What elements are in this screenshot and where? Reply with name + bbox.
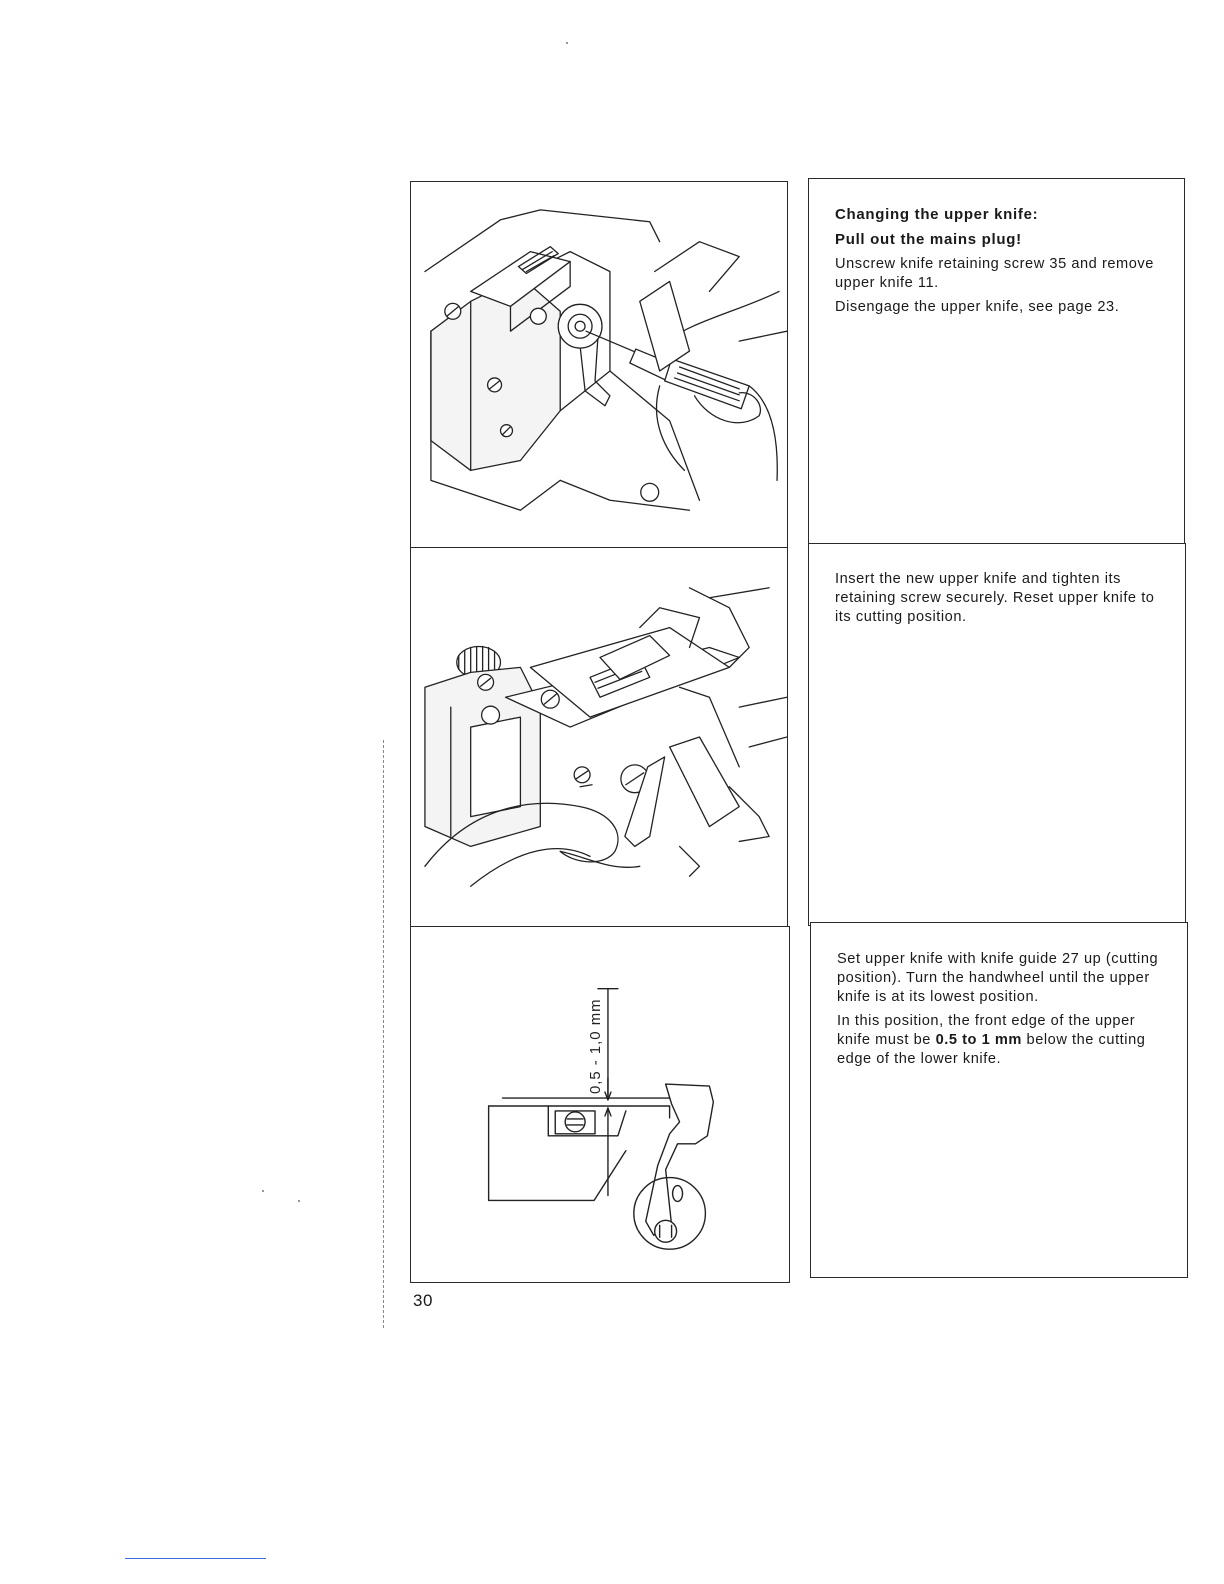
illustration-panel-3 [410,926,790,1283]
instruction-paragraph: Set upper knife with knife guide 27 up (cutting position). Turn the handwheel until the upper knife is at its lowest position. [837,951,1159,1005]
instruction-paragraph: Disengage the upper knife, see page 23. [835,299,1120,315]
warning-text: Pull out the mains plug! [835,231,1022,248]
paragraph-text-after: below the cutting edge of the lower knife. [837,1032,1146,1067]
dimension-label: 0,5 - 1,0 mm [588,998,604,1095]
illustration-panel-1 [410,181,788,549]
instruction-paragraph-2 [837,1012,1165,1069]
paragraph-text-before: In this position, the front edge of the upper knife must be [837,1013,1136,1048]
instruction-paragraph: Insert the new upper knife and tighten its retaining screw securely. Reset upper knife to its cutting position. [835,571,1155,625]
scan-rule [125,1558,266,1559]
knife-gap-diagram [411,927,789,1282]
instruction-panel-2 [808,543,1186,926]
scan-speck [298,1200,300,1202]
illustration-panel-2 [410,547,788,928]
inserting-new-knife-illustration [411,548,787,927]
gap-measurement: 0.5 to 1 mm [935,1032,1022,1048]
instruction-panel-1 [808,178,1185,545]
scan-speck [566,42,568,44]
section-heading: Changing the upper knife: [835,206,1039,223]
instruction-panel-3 [810,922,1188,1278]
instruction-paragraph: Unscrew knife retaining screw 35 and remove upper knife 11. [835,256,1154,291]
screwdriver-removing-knife-illustration [411,182,787,548]
page-number: 30 [413,1291,433,1310]
scan-speck [262,1190,264,1192]
scan-margin-line [383,740,384,1328]
